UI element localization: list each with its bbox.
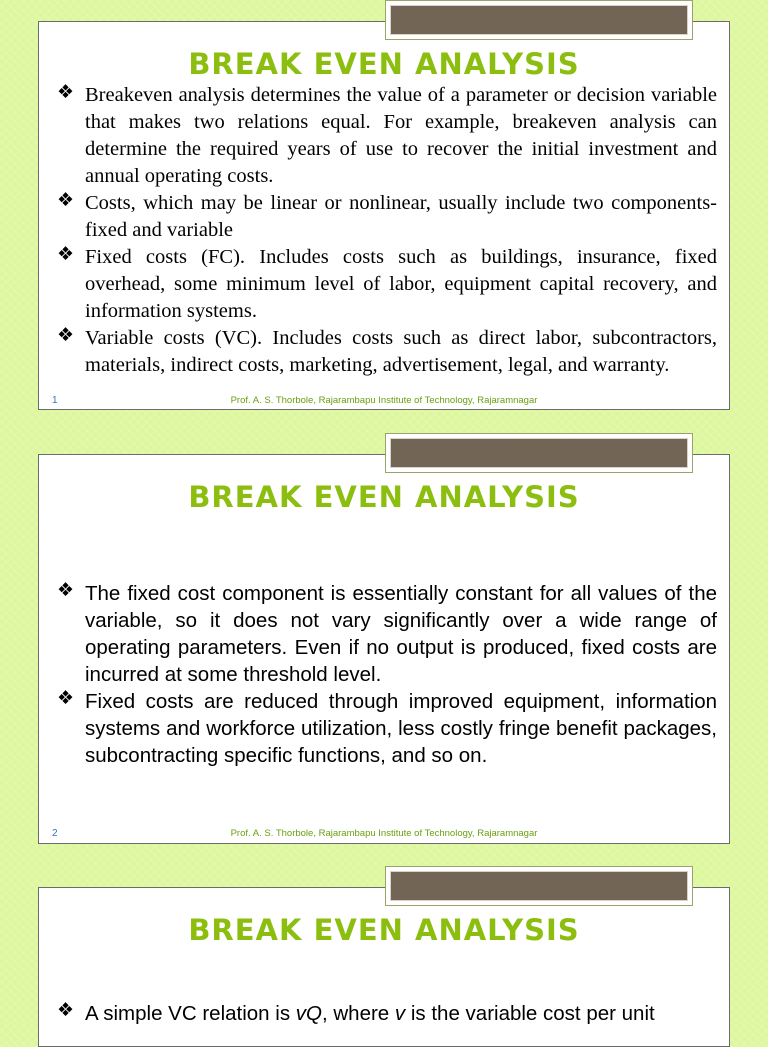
bullet-text: Fixed costs (FC). Includes costs such as buildings, insurance, fixed overhead, some minimum level of labor, equipment capital recovery, and information systems.: [85, 246, 717, 322]
bullet-text-part: v: [394, 1002, 406, 1025]
slide-number: 2: [52, 828, 58, 839]
slide-header-tab: [385, 433, 693, 473]
bullet-text-part: A simple VC relation is: [85, 1002, 296, 1025]
bullet-item: [57, 82, 717, 190]
bullet-text: The fixed cost component is essentially constant for all values of the variable, so it does not vary significantly over a wide range of operating parameters. Even if no output is produced, fixed costs are incurred at some threshold level.: [85, 582, 717, 686]
bullet-text: [85, 1000, 717, 1027]
bullet-item: [57, 1000, 717, 1027]
diamond-bullet-icon: ❖: [57, 189, 75, 211]
slide-footer: Prof. A. S. Thorbole, Rajarambapu Institute of Technology, Rajaramnagar: [230, 828, 538, 839]
bullet-text-part: is the variable cost per unit: [405, 1002, 655, 1025]
bullet-list: [57, 580, 717, 769]
slide-header-tab: [385, 866, 693, 906]
diamond-bullet-icon: ❖: [57, 579, 75, 601]
slide-title: BREAK EVEN ANALYSIS: [188, 47, 580, 81]
slide-3: [38, 887, 730, 1047]
slide-title: BREAK EVEN ANALYSIS: [188, 913, 580, 947]
slide-1: [38, 21, 730, 410]
bullet-item: [57, 580, 717, 688]
bullet-item: [57, 325, 717, 379]
diamond-bullet-icon: ❖: [57, 999, 75, 1021]
slide-header-tab: [385, 0, 693, 40]
bullet-list: [57, 1000, 717, 1027]
bullet-text-part: vQ: [295, 1002, 322, 1025]
diamond-bullet-icon: ❖: [57, 687, 75, 709]
bullet-item: [57, 244, 717, 325]
bullet-text-part: , where: [321, 1002, 395, 1025]
slide-footer: Prof. A. S. Thorbole, Rajarambapu Institute of Technology, Rajaramnagar: [230, 395, 538, 406]
bullet-text: Costs, which may be linear or nonlinear, usually include two components- fixed and variable: [85, 192, 717, 241]
bullet-item: [57, 688, 717, 769]
diamond-bullet-icon: ❖: [57, 324, 75, 346]
diamond-bullet-icon: ❖: [57, 243, 75, 265]
diamond-bullet-icon: ❖: [57, 81, 75, 103]
slide-title: BREAK EVEN ANALYSIS: [188, 480, 580, 514]
bullet-text: Breakeven analysis determines the value of a parameter or decision variable that makes two relations equal. For example, breakeven analysis can determine the required years of use to recover the initial investment and annual operating costs.: [85, 84, 717, 187]
slide-2: [38, 454, 730, 844]
bullet-text: Variable costs (VC). Includes costs such as direct labor, subcontractors, materials, indirect costs, marketing, advertisement, legal, and warranty.: [85, 327, 717, 376]
bullet-text: Fixed costs are reduced through improved equipment, information systems and workforce utilization, less costly fringe benefit packages, subcontracting specific functions, and so on.: [85, 690, 717, 767]
bullet-item: [57, 190, 717, 244]
bullet-list: [57, 82, 717, 379]
slide-number: 1: [52, 395, 58, 406]
